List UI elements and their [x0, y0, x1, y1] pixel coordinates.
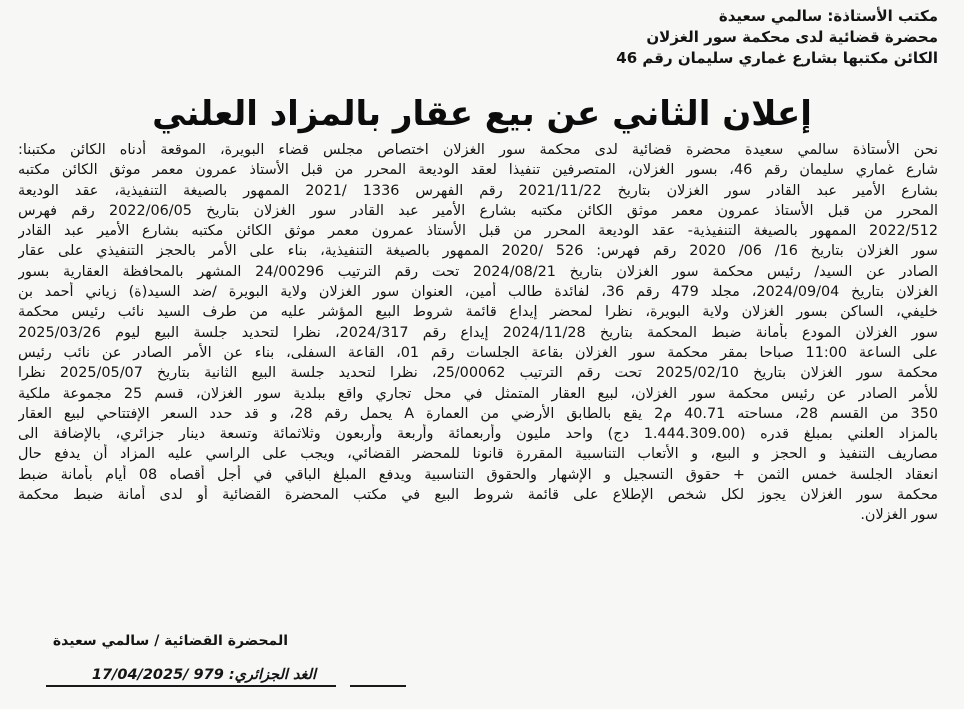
body-line: خليفي، الساكن بسور الغزلان ولاية البويرة، نظرا لمحضر إيداع قائمة شروط البيع المؤشر عليه من طرف السيد نائب رئيس محكمة [18, 304, 938, 321]
body-line: سور الغزلان المودع بأمانة ضبط المحكمة بتاريخ 2024/11/28 إيداع رقم 2024/317، نظرا لتحديد جلسة البيع ليوم 2025/03/26 [18, 324, 938, 341]
footer-rule [46, 685, 336, 687]
office-address: الكائن مكتبها بشارع غماري سليمان رقم 46 [616, 49, 938, 67]
notice-body [18, 140, 938, 526]
body-line: شارع غماري سليمان رقم 46، بسور الغزلان، المتصرفين تنفيذا لعقد الوديعة المحرر من قبل الأستاذ عمرون معمر موثق الكائن مكتبه [18, 162, 938, 179]
body-line: 350 من القسم 28، مساحته 40.71 م2 يقع بالطابق الأرضي من العمارة A يحمل رقم 28، و قد حدد السعر الإفتتاحي لبيع العقار [18, 405, 938, 422]
footer-rule-short [350, 685, 406, 687]
body-line: المحرر من قبل الأستاذ عمرون معمر موثق الكائن مكتبه بشارع الأمير عبد القادر سور الغزلان بتاريخ 2022/06/05 رقم فهرس [18, 202, 938, 219]
signature: المحضرة القضائية / سالمي سعيدة [52, 633, 288, 649]
body-line: 2022/512 الممهور بالصيغة التنفيذية- عقد الوديعة المحرر من قبل الأستاذ عمرون معمر موثق الكائن مكتبه بشارع الأمير عبد القادر [18, 223, 938, 240]
body-line: سور الغزلان بتاريخ 16/ 06/ 2020 رقم فهرس: 526 /2020 الممهور بالصيغة التنفيذية، بناء على الأمر بالحجز التنفيذي على عقار [18, 243, 938, 260]
office-header [338, 6, 938, 69]
office-role: محضرة قضائية لدى محكمة سور الغزلان [646, 28, 938, 46]
body-line: نحن الأستاذة سالمي سعيدة محضرة قضائية لدى محكمة سور الغزلان اختصاص مجلس قضاء البويرة، الموقعة أدناه الكائن مكتبنا: [18, 142, 938, 158]
body-line: محكمة سور الغزلان بتاريخ 2025/02/10 تحت رقم الترتيب 25/00062، نظرا لتحديد جلسة البيع الثانية بتاريخ 2025/05/07 نظرا [18, 365, 938, 382]
body-line: مصاريف التنفيذ و الحجز و البيع، و الأتعاب التناسبية المقررة قانونا للمحضر القضائي، ويجب على الراسي عليه المزاد أن يدفع حال [18, 446, 938, 463]
publication-footer [46, 663, 406, 693]
publication-reference: الغد الجزائري: 979 /17/04/2025 [91, 667, 316, 683]
body-line: محكمة سور الغزلان يجوز لكل شخص الإطلاع على قائمة شروط البيع في مكتب المحضرة القضائية أو لدى أمانة ضبط محكمة [18, 487, 938, 504]
body-line: انعقاد الجلسة خمس الثمن + حقوق التسجيل و الإشهار والحقوق التناسبية ويدفع المبلغ الباقي في أجل أقصاه 08 أيام بأمانة ضبط [18, 466, 938, 483]
body-line: بالمزاد العلني بمبلغ قدره (1.444.309.00 دج) واحد مليون وأربعمائة وأربعة وأربعون وثلاثمائة وتسعة دينار جزائري، بالإضافة الى [18, 426, 938, 443]
body-line: سور الغزلان. [860, 507, 938, 524]
body-line: الصادر عن السيد/ رئيس محكمة سور الغزلان بتاريخ 2024/08/21 تحت رقم الترتيب 24/00296 المشهر بالمحافظة العقارية بسور [18, 263, 938, 280]
office-name: مكتب الأستاذة: سالمي سعيدة [718, 7, 938, 25]
body-line: للأمر الصادر عن رئيس محكمة سور الغزلان، لبيع العقار المتمثل في محل تجاري واقع ببلدية سور الغزلان، قسم 25 مجموعة ملكية [18, 385, 938, 402]
notice-title: إعلان الثاني عن بيع عقار بالمزاد العلني [152, 94, 812, 134]
body-line: الغزلان بتاريخ 2024/09/04، مجلد 479 رقم 36، لفائدة طالب أمين، العنوان سور الغزلان ولاية البويرة /ضد السيد(ة) زياني أحمد بن [18, 284, 938, 301]
body-line: بشارع الأمير عبد القادر سور الغزلان بتاريخ 2021/11/22 رقم الفهرس 1336 /2021 الممهور بالصيغة التنفيذية، عقد الوديعة [18, 182, 938, 199]
body-line: على الساعة 11:00 صباحا بمقر محكمة سور الغزلان بقاعة الجلسات رقم 01، القاعة السفلى، بناء عن الأمر الصادر عن نائب رئيس [18, 344, 938, 361]
